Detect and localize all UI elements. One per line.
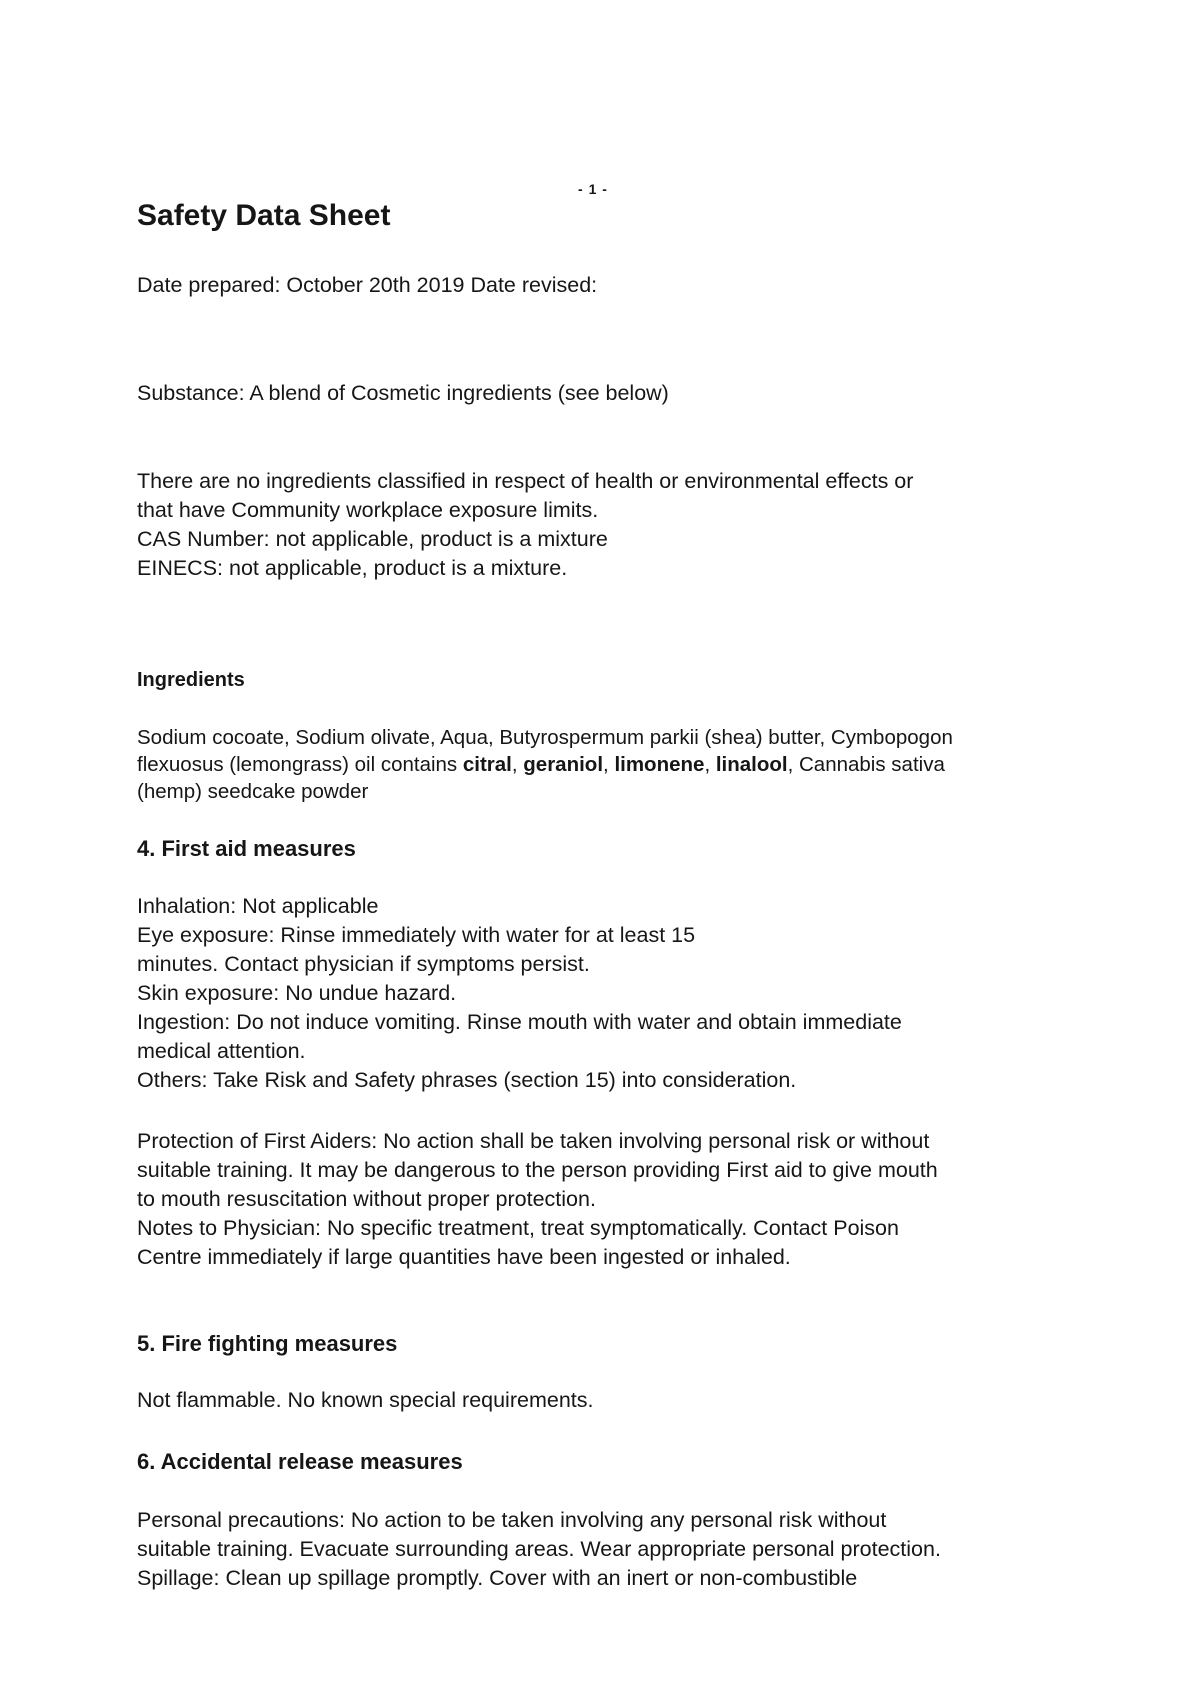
ingredients-text: flexuosus (lemongrass) oil contains [137,753,463,776]
classification-paragraph [137,467,913,583]
others-line: Others: Take Risk and Safety phrases (section 15) into consideration. [137,1068,797,1092]
section-6-heading: 6. Accidental release measures [137,1449,463,1474]
personal-precautions-line: suitable training. Evacuate surrounding areas. Wear appropriate personal protection. [137,1537,941,1561]
protection-line: suitable training. It may be dangerous to the person providing First aid to give mouth [137,1158,938,1182]
substance-line: Substance: A blend of Cosmetic ingredients (see below) [137,381,669,405]
allergen-limonene: limonene [614,753,705,776]
ingredients-line: (hemp) seedcake powder [137,780,369,803]
ingredients-text: , [603,753,615,776]
ingredients-text: , [511,753,524,776]
ingredients-line [137,751,953,778]
page-number: - 1 - [578,181,608,197]
eye-exposure-line: Eye exposure: Rinse immediately with water for at least 15 [137,923,696,947]
spillage-line: Spillage: Clean up spillage promptly. Cover with an inert or non-combustible [137,1566,858,1590]
section-4-heading: 4. First aid measures [137,836,356,861]
section-5-heading: 5. Fire fighting measures [137,1331,398,1356]
personal-precautions-line: Personal precautions: No action to be taken involving any personal risk without [137,1508,887,1532]
date-prepared-line: Date prepared: October 20th 2019 Date revised: [137,273,598,297]
einecs-line: EINECS: not applicable, product is a mixture. [137,556,568,580]
protection-line: Protection of First Aiders: No action shall be taken involving personal risk or without [137,1129,930,1153]
ingredients-text: , Cannabis sativa [787,753,945,776]
fire-fighting-line: Not flammable. No known special requirements. [137,1388,594,1412]
notes-to-physician-line: Notes to Physician: No specific treatment, treat symptomatically. Contact Poison [137,1216,899,1240]
first-aiders-protection-paragraph [137,1127,938,1272]
ingredients-line: Sodium cocoate, Sodium olivate, Aqua, Butyrospermum parkii (shea) butter, Cymbopogon [137,726,953,749]
allergen-citral: citral [462,753,512,776]
document-title: Safety Data Sheet [137,199,391,232]
allergen-linalool: linalool [715,753,788,776]
notes-to-physician-line: Centre immediately if large quantities have been ingested or inhaled. [137,1245,791,1269]
ingredients-paragraph [137,724,953,805]
fire-fighting-paragraph [137,1386,593,1415]
inhalation-line: Inhalation: Not applicable [137,894,379,918]
first-aid-paragraph [137,892,902,1095]
ingestion-line: Ingestion: Do not induce vomiting. Rinse mouth with water and obtain immediate [137,1010,902,1034]
ingredients-heading: Ingredients [137,669,245,691]
protection-line: to mouth resuscitation without proper protection. [137,1187,596,1211]
ingestion-line: medical attention. [137,1039,306,1063]
classification-line: There are no ingredients classified in respect of health or environmental effects or [137,469,914,493]
ingredients-text: , [704,753,716,776]
allergen-geraniol: geraniol [523,753,604,776]
skin-exposure-line: Skin exposure: No undue hazard. [137,981,457,1005]
cas-number-line: CAS Number: not applicable, product is a mixture [137,527,608,551]
eye-exposure-line: minutes. Contact physician if symptoms persist. [137,952,590,976]
accidental-release-paragraph [137,1506,941,1593]
classification-line: that have Community workplace exposure limits. [137,498,599,522]
